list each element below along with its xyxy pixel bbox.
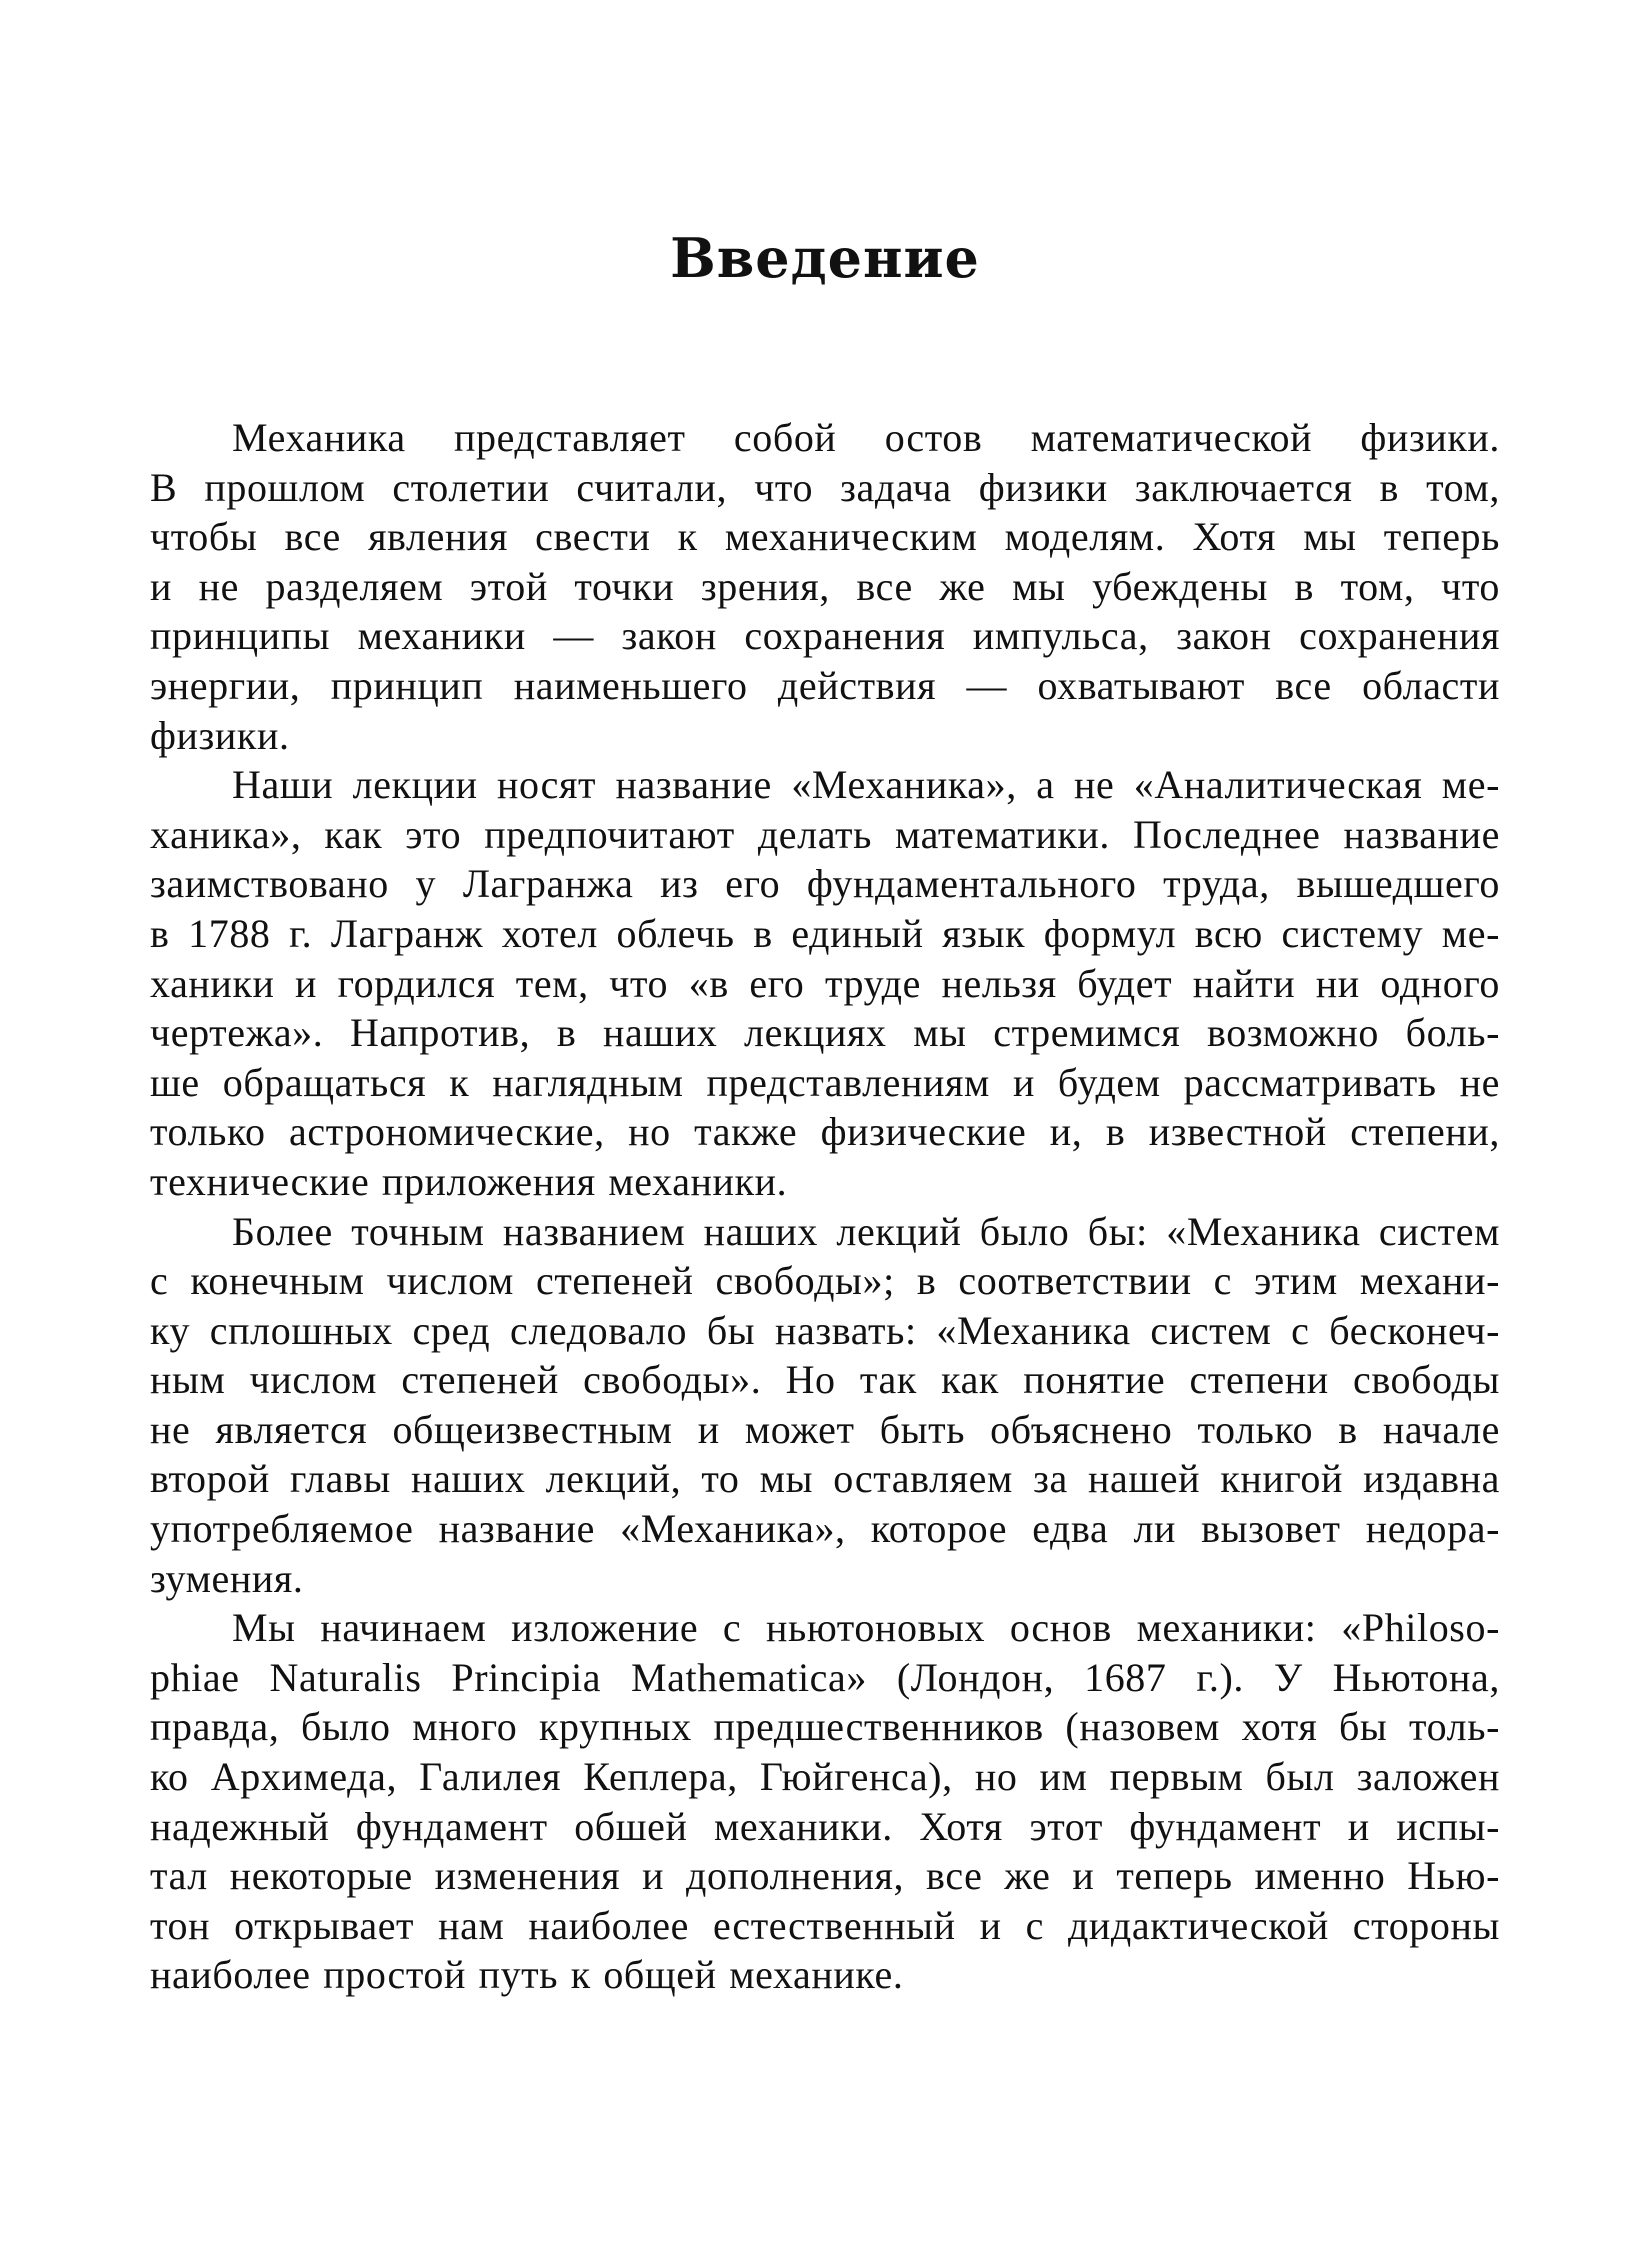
text-line: Наши лекции носят название «Механика», а не «Аналитическая ме- xyxy=(232,762,1500,808)
text-line: ханика», как это предпочитают делать математики. Последнее название xyxy=(150,811,1500,857)
text-line: принципы механики — закон сохранения импульса, закон сохранения xyxy=(150,613,1500,659)
text-line: ным числом степеней свободы». Но так как понятие степени свободы xyxy=(150,1357,1500,1403)
text-line: заимствовано у Лагранжа из его фундаментального труда, вышедшего xyxy=(150,861,1500,907)
text-line: технические приложения механики. xyxy=(150,1158,788,1204)
body-text xyxy=(150,413,1500,2000)
text-line: тал некоторые изменения и дополнения, все же и теперь именно Нью- xyxy=(150,1853,1500,1899)
text-line: чертежа». Напротив, в наших лекциях мы стремимся возможно боль- xyxy=(150,1010,1500,1056)
text-line: энергии, принцип наименьшего действия — охватывают все области xyxy=(150,662,1500,708)
text-line: употребляемое название «Механика», которое едва ли вызовет недора- xyxy=(150,1506,1500,1552)
text-line: второй главы наших лекций, то мы оставляем за нашей книгой издавна xyxy=(150,1456,1500,1502)
text-line: Более точным названием наших лекций было бы: «Механика систем xyxy=(232,1208,1500,1254)
chapter-heading: Введение xyxy=(670,226,980,290)
text-line: в 1788 г. Лагранж хотел облечь в единый язык формул всю систему ме- xyxy=(150,910,1500,956)
text-line: тон открывает нам наиболее естественный и с дидактической стороны xyxy=(150,1902,1500,1948)
text-line: наиболее простой путь к общей механике. xyxy=(150,1952,904,1998)
text-line: не является общеизвестным и может быть объяснено только в начале xyxy=(150,1406,1500,1452)
text-line: зумения. xyxy=(150,1555,304,1601)
text-line: ко Архимеда, Галилея Кеплера, Гюйгенса), но им первым был заложен xyxy=(150,1754,1500,1800)
text-line: ше обращаться к наглядным представлениям и будем рассматривать не xyxy=(150,1059,1500,1105)
text-line: надежный фундамент обшей механики. Хотя этот фундамент и испы- xyxy=(150,1803,1500,1849)
text-line: чтобы все явления свести к механическим моделям. Хотя мы теперь xyxy=(150,514,1500,560)
text-line: Механика представляет собой остов математической физики. xyxy=(232,415,1500,460)
paragraph-3 xyxy=(150,1207,1500,1604)
text-line: В прошлом столетии считали, что задача физики заключается в том, xyxy=(150,464,1500,510)
paragraph-4 xyxy=(150,1603,1500,2000)
text-line: и не разделяем этой точки зрения, все же мы убеждены в том, что xyxy=(150,563,1500,609)
text-line: Мы начинаем изложение с ньютоновых основ механики: «Philoso- xyxy=(232,1605,1500,1651)
text-line: ку сплошных сред следовало бы назвать: «Механика систем с бесконеч- xyxy=(150,1307,1500,1353)
paragraph-2 xyxy=(150,760,1500,1206)
text-line: с конечным числом степеней свободы»; в соответствии с этим механи- xyxy=(150,1258,1500,1304)
text-line: ханики и гордился тем, что «в его труде нельзя будет найти ни одного xyxy=(150,960,1500,1006)
text-line: только астрономические, но также физические и, в известной степени, xyxy=(150,1109,1500,1155)
text-line: правда, было много крупных предшественников (назовем хотя бы толь- xyxy=(150,1704,1500,1750)
text-line: физики. xyxy=(150,712,290,758)
text-line: phiae Naturalis Principia Mathematica» (Лондон, 1687 г.). У Ньютона, xyxy=(150,1654,1500,1700)
paragraph-1 xyxy=(150,413,1500,760)
